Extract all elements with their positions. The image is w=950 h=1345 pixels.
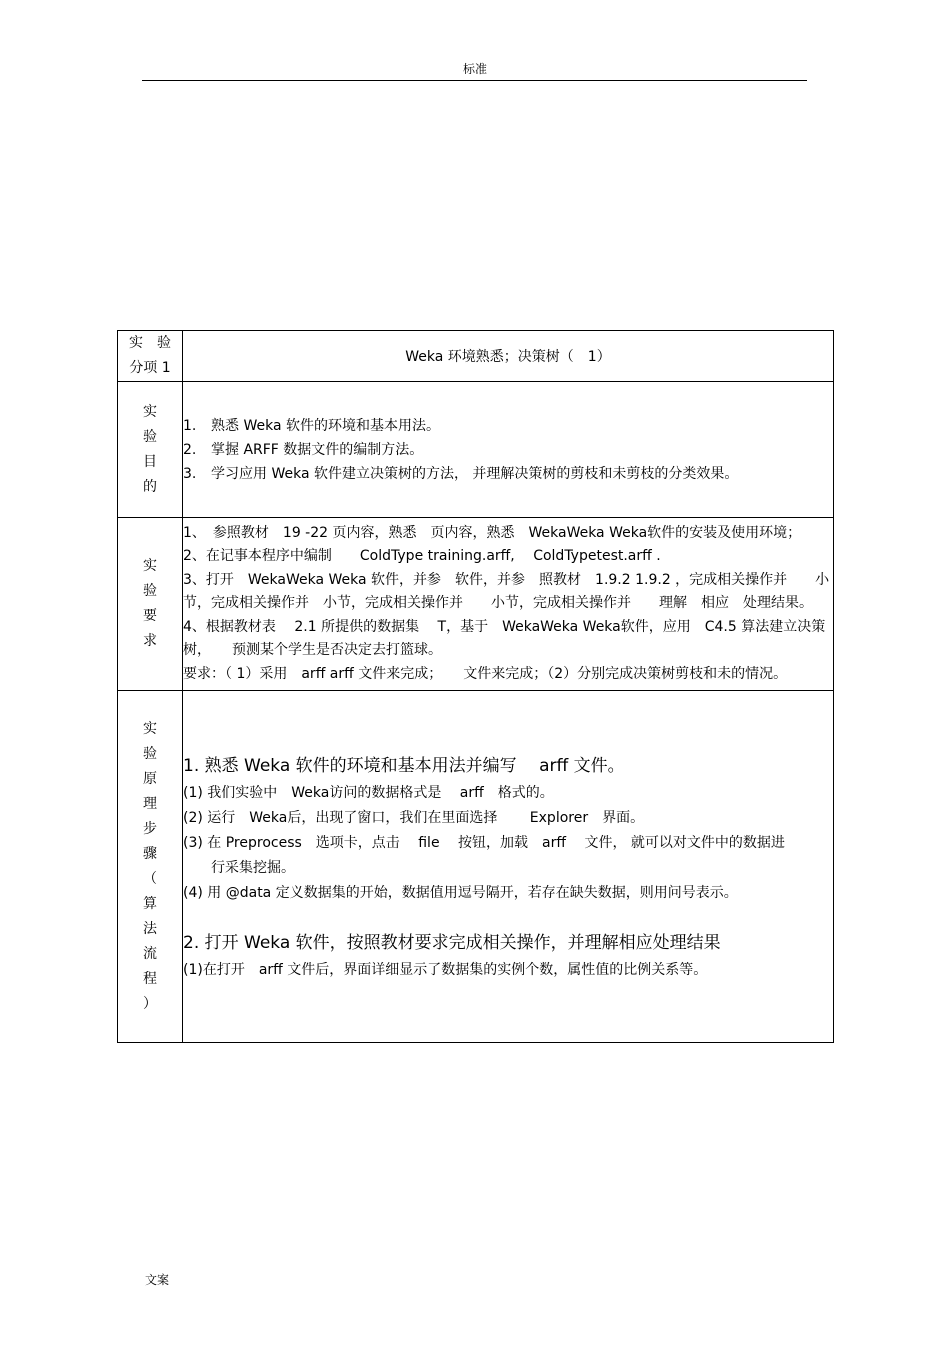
label-char: 要 (143, 608, 157, 624)
label-char: 算 (143, 895, 157, 912)
page-footer: 文案 (145, 1273, 170, 1287)
row-label-purpose (118, 382, 183, 518)
label-char: 原 (143, 770, 157, 787)
table-row (118, 331, 834, 382)
item-number: 3. (183, 465, 197, 482)
table-row (118, 382, 834, 518)
requirement-line: 2、在记事本程序中编制 ColdType training.arff, ColdTypetest.arff . (183, 548, 661, 565)
label-char: 验 (143, 745, 157, 762)
label-char: 验 (143, 583, 157, 599)
requirement-line: 要求：（ 1）采用 arff arff 文件来完成； 文件来完成；（2）分别完成决策树剪枝和未的情况。 (183, 665, 788, 682)
table-row (118, 691, 834, 1043)
section-heading: 2. 打开 Weka 软件，按照教材要求完成相关操作，并理解相应处理结果 (183, 932, 721, 953)
label-char: 求 (143, 633, 157, 649)
label-char: 步 (143, 820, 157, 837)
page-header: 标准 (462, 62, 487, 76)
table-row (118, 518, 834, 691)
requirement-line: 3、打开 WekaWeka Weka 软件，并参 软件，并参 照教材 1.9.2 1.9.2 ，完成相关操作并 小节，完成相关操作并 小节，完成相关操作并 小节，完成相关操作并 理解 相应 处理结果。 (183, 571, 830, 612)
list-item (183, 438, 833, 462)
row-label-principle-steps (118, 691, 183, 1043)
requirements-content (183, 518, 834, 691)
experiment-title: Weka 环境熟悉；决策树（ 1） (183, 331, 834, 382)
label-char: 的 (143, 478, 157, 495)
label-line: 分项 1 (129, 360, 171, 376)
label-char: 骤 (143, 845, 157, 862)
label-char: 程 (143, 970, 157, 987)
label-char: （ (143, 870, 157, 887)
spacer (183, 906, 833, 928)
row-label-experiment-item (118, 331, 183, 382)
step-item: (1) 我们实验中 Weka访问的数据格式是 arff 格式的。 (183, 784, 554, 801)
item-text: 熟悉 Weka 软件的环境和基本用法。 (211, 417, 440, 434)
label-char: 目 (143, 453, 157, 470)
label-char: 实 (143, 720, 157, 737)
label-char: 法 (143, 920, 157, 937)
row-label-requirements (118, 518, 183, 691)
step-item-continuation: 行采集挖掘。 (211, 859, 295, 876)
step-item: (2) 运行 Weka后，出现了窗口，我们在里面选择 Explorer 界面。 (183, 809, 645, 826)
header-rule (142, 80, 807, 81)
label-char: ） (143, 995, 157, 1012)
item-number: 1. (183, 417, 197, 434)
requirement-line: 4、根据教材表 2.1 所提供的数据集 T，基于 WekaWeka Weka软件，应用 C4.5 算法建立决策树， 预测某个学生是否决定去打篮球。 (183, 618, 826, 659)
step-item: (1)在打开 arff 文件后，界面详细显示了数据集的实例个数，属性值的比例关系等。 (183, 961, 708, 978)
label-char: 验 (143, 428, 157, 445)
step-item: (3) 在 Preprocess 选项卡，点击 file 按钮，加载 arff 文件， 就可以对文件中的数据进 (183, 834, 785, 851)
label-char: 实 (143, 403, 157, 420)
item-text: 学习应用 Weka 软件建立决策树的方法， 并理解决策树的剪枝和未剪枝的分类效果。 (211, 465, 739, 482)
label-char: 理 (143, 795, 157, 812)
requirement-line: 1、 参照教材 19 -22 页内容，熟悉 页内容，熟悉 WekaWeka Weka软件的安装及使用环境； (183, 524, 802, 541)
purpose-content (183, 382, 834, 518)
label-char: 流 (143, 945, 157, 962)
item-number: 2. (183, 441, 197, 458)
item-text: 掌握 ARFF 数据文件的编制方法。 (211, 441, 424, 458)
label-char: 实 (143, 558, 157, 574)
steps-content (183, 691, 834, 1043)
step-item: (4) 用 @data 定义数据集的开始，数据值用逗号隔开，若存在缺失数据，则用问号表示。 (183, 884, 738, 901)
list-item (183, 462, 833, 486)
experiment-table (117, 330, 834, 1043)
label-line: 实 验 (129, 335, 171, 351)
section-heading: 1. 熟悉 Weka 软件的环境和基本用法并编写 arff 文件。 (183, 755, 625, 776)
list-item (183, 414, 833, 438)
